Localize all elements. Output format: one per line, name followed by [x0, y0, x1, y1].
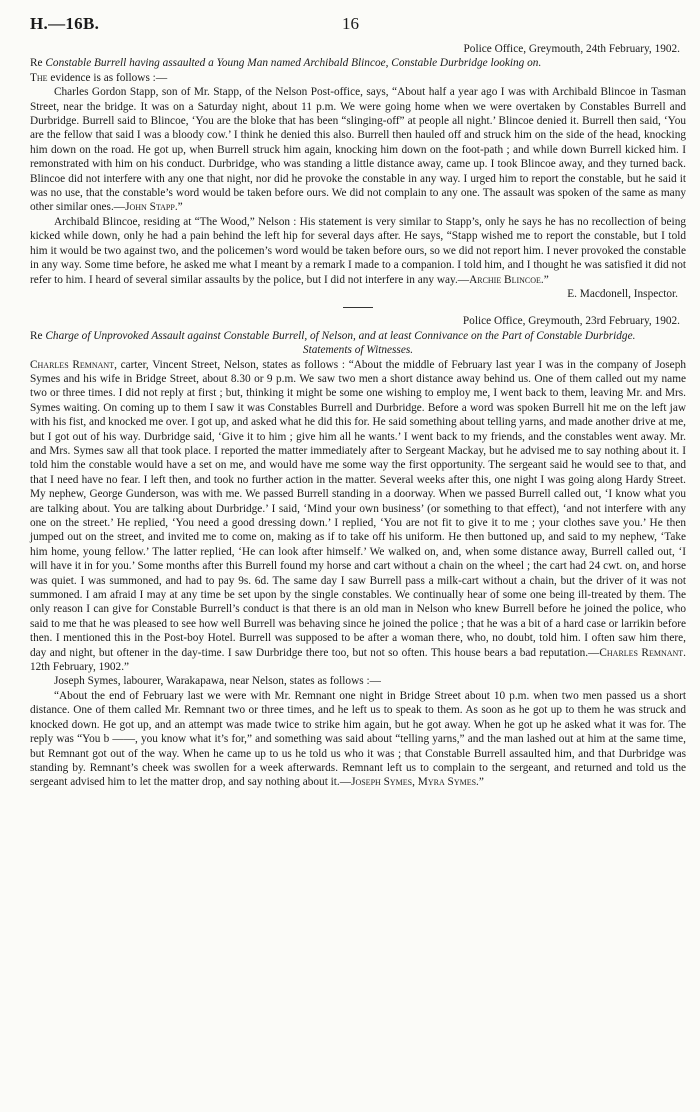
report2-dateline: Police Office, Greymouth, 23rd February, 1902.	[462, 315, 680, 328]
statement-blincoe	[30, 215, 686, 287]
close-quote: ”	[543, 273, 549, 286]
report2-subject	[30, 329, 686, 343]
statement-blincoe-text: Archibald Blincoe, residing at “The Wood,” Nelson : His statement is very similar to Stapp’s, only he says he has no recollection of being kicked while down, only he had a pain behind the left hip for several days after. He says, “Stapp wished me to report the constable, but I told him it would be two against two, and the policemen’s word would be taken before ours, so we did not report him. I never provoked the constable in any way. Some time before, he asked me what I meant by a remark I made to a companion. I told him, and I thought he was satisfied it did not refer to him. I heard of several similar assaults by the police, but I did not interfere in any way.—	[30, 215, 686, 286]
report2-subheading	[30, 343, 686, 357]
close-quote: ”	[478, 776, 484, 789]
statement-remnant	[30, 358, 686, 675]
intro-rest: evidence is as follows :—	[47, 71, 168, 84]
close-quote: ”	[177, 201, 183, 214]
report1-dateline: Police Office, Greymouth, 24th February, 1902.	[463, 43, 680, 55]
inspector-signature: E. Macdonell, Inspector.	[567, 287, 678, 300]
signature-symes: Joseph Symes, Myra Symes.	[351, 776, 479, 789]
statement-stapp	[30, 85, 686, 215]
signature-blincoe: Archie Blincoe.	[469, 273, 544, 286]
statement-symes	[30, 689, 686, 790]
report-burrell-blincoe	[30, 42, 686, 301]
statement-remnant-text: carter, Vincent Street, Nelson, states as follows : “About the middle of February last year I was in the company of Joseph Symes and his wife in Bridge Street, about 8.30 or 9 p.m. We saw two men a short distance away behind us. One of them called out my name two or three times. I did not reply at first ; but, thinking it might be some one wishing to employ me, I went back to them, leaving Mr. and Mrs. Symes waiting. On coming up to them I saw it was Constables Burrell and Durbridge. Before a word was spoken Burrell hit me on the left jaw with his fist, and knocked me over. I got up, and asked what he did this for. He said something about telling yarns, and made another drive at me, but I got out of his way. Durbridge said, ‘Give it to him ; give him all he wants.’ I went back to my friends, and the constables went away. Mr. and Mrs. Symes saw all that took place. I reported the matter immediately after to Sergeant Mackay, but he advised me to say nothing about it. I told him the constable would have a set on me, and would have me some way the first opportunity. The sergeant said he would see to that, and that I need have no fear. I left then, and took no further action in the matter. Several weeks after this, one night I was going along Hardy Street. My nephew, George Gunderson, was with me. We passed Burrell standing in a doorway. When we passed Burrell called out, ‘I know what you are talking about. You are talking about Durbridge.’ I said, ‘Mind your own business’ (or something to that effect), ‘and not interfere with any one on the street.’ He replied, ‘You need a good dressing down.’ I replied, ‘You are not fit to give it to me ; your clothes save you.’ He then jumped out on the street, and invited me to come on, making as if to take off his uniform. He then buttoned up, and said to my nephew, ‘Take him home, young fellow.’ The latter replied, ‘He can look after himself.’ We walked on, and, when some distance away, Burrell called out, ‘I will have it in for you.’ Some months after this Burrell found my horse and cart without a chain on the wheel ; the cart had 24 cwt. on, and horse was quiet. I was summoned, and had to pay 9s. 6d. The same day I saw Burrell pass a milk-cart without a chain, but the driver of it was not summoned. I am afraid I may at any time be set upon by the single constables. We continually hear of some one being ill-treated by them. The only reason I can give for Constable Burrell’s conduct is that there is an old man in Nelson who knew Burrell before he joined the police, who said to me that he was pleased to see how well Burrell was behaving since he joined the police ; that he was a bit of a hard case or larrikin before then. I mentioned this in the Post-boy Hotel. Burrell was supposed to be after a woman there, who, no doubt, told him. I often saw him there, day and night, but oftener in the day-time. I saw Durbridge there too, but not so often. This house bears a bad reputation.—	[30, 358, 686, 659]
report1-subject	[30, 56, 686, 70]
report1-subject-text: Constable Burrell having assaulted a Young Man named Archibald Blincoe, Constable Durbridge looking on.	[45, 57, 542, 70]
page-header	[30, 14, 686, 42]
section-divider	[343, 307, 373, 308]
statement-symes-text: “About the end of February last we were with Mr. Remnant one night in Bridge Street about 10 p.m. when two men passed us a short distance. One of them called Mr. Remnant two or three times, and he left us to speak to them. As soon as he got up to them he was struck and knocked down. He got up, and an attempt was made twice to strike him again, but he got away. When he got up he asked what it was for. The reply was “You b ——, you know what it’s for,” and something was said about “telling yarns,” and the man lashed out at him at the same time, but Remnant got out of the way. When he came up to us he told us who it was ; that Constable Burrell assaulted him, and that Durbridge was standing by. Remnant’s cheek was swollen for a week afterwards. Remnant left us to complain to the sergeant, and returned and told us the sergeant advised him to let the matter drop, and say nothing about it.—	[30, 689, 686, 789]
witness-name-remnant: Charles Remnant,	[30, 358, 117, 371]
intro-caps: The	[30, 71, 48, 84]
document-id: H.—16B.	[30, 14, 100, 33]
statement-stapp-text: Charles Gordon Stapp, son of Mr. Stapp, of the Nelson Post-office, says, “About half a year ago I was with Archibald Blincoe in Tasman Street, near the bridge. It was on a Saturday night, about 11 p.m. We were going home when we were overtaken by Constables Burrell and Durbridge. Burrell said to Blincoe, ‘You are the bloke that has been “slinging-off” at people all night.’ Blincoe denied it. Burrell then said, ‘You are the fellow that said I was a bloody cow.’ I think he denied this also. Burrell then hauled off and struck him on the side of the head, knocking him down on the road. He got up, when Burrell struck him again, knocking him down on the foot-path ; and while down Burrell kicked him. I remonstrated with him on his conduct. Durbridge, who was standing a little distance away, came up. I took Blincoe away, and they turned back. Blincoe did not interfere with any one that night, nor did he provoke the constable in any way. I urged him to report the constable, but he said it was no use, that the constable’s word would be taken before ours. We did not complain to any one. The assault was spoken of the same as many other similar ones.—	[30, 86, 686, 214]
re-label: Re	[30, 57, 43, 70]
report2-subject-text: Charge of Unprovoked Assault against Constable Burrell, of Nelson, and at least Connivance on the Part of Constable Durbridge.	[45, 329, 636, 342]
signature-stapp: John Stapp.	[125, 201, 178, 214]
re-label: Re	[30, 329, 43, 342]
subheading-text: Statements of Witnesses.	[302, 344, 414, 357]
report-remnant-charge	[30, 314, 686, 789]
page-number: 16	[342, 14, 359, 33]
signature-remnant: Charles Remnant.	[599, 646, 686, 659]
statement-symes-intro: Joseph Symes, labourer, Warakapawa, near Nelson, states as follows :—	[54, 675, 381, 688]
report1-intro	[30, 71, 686, 85]
statement-remnant-date: 12th February, 1902.”	[30, 661, 130, 674]
